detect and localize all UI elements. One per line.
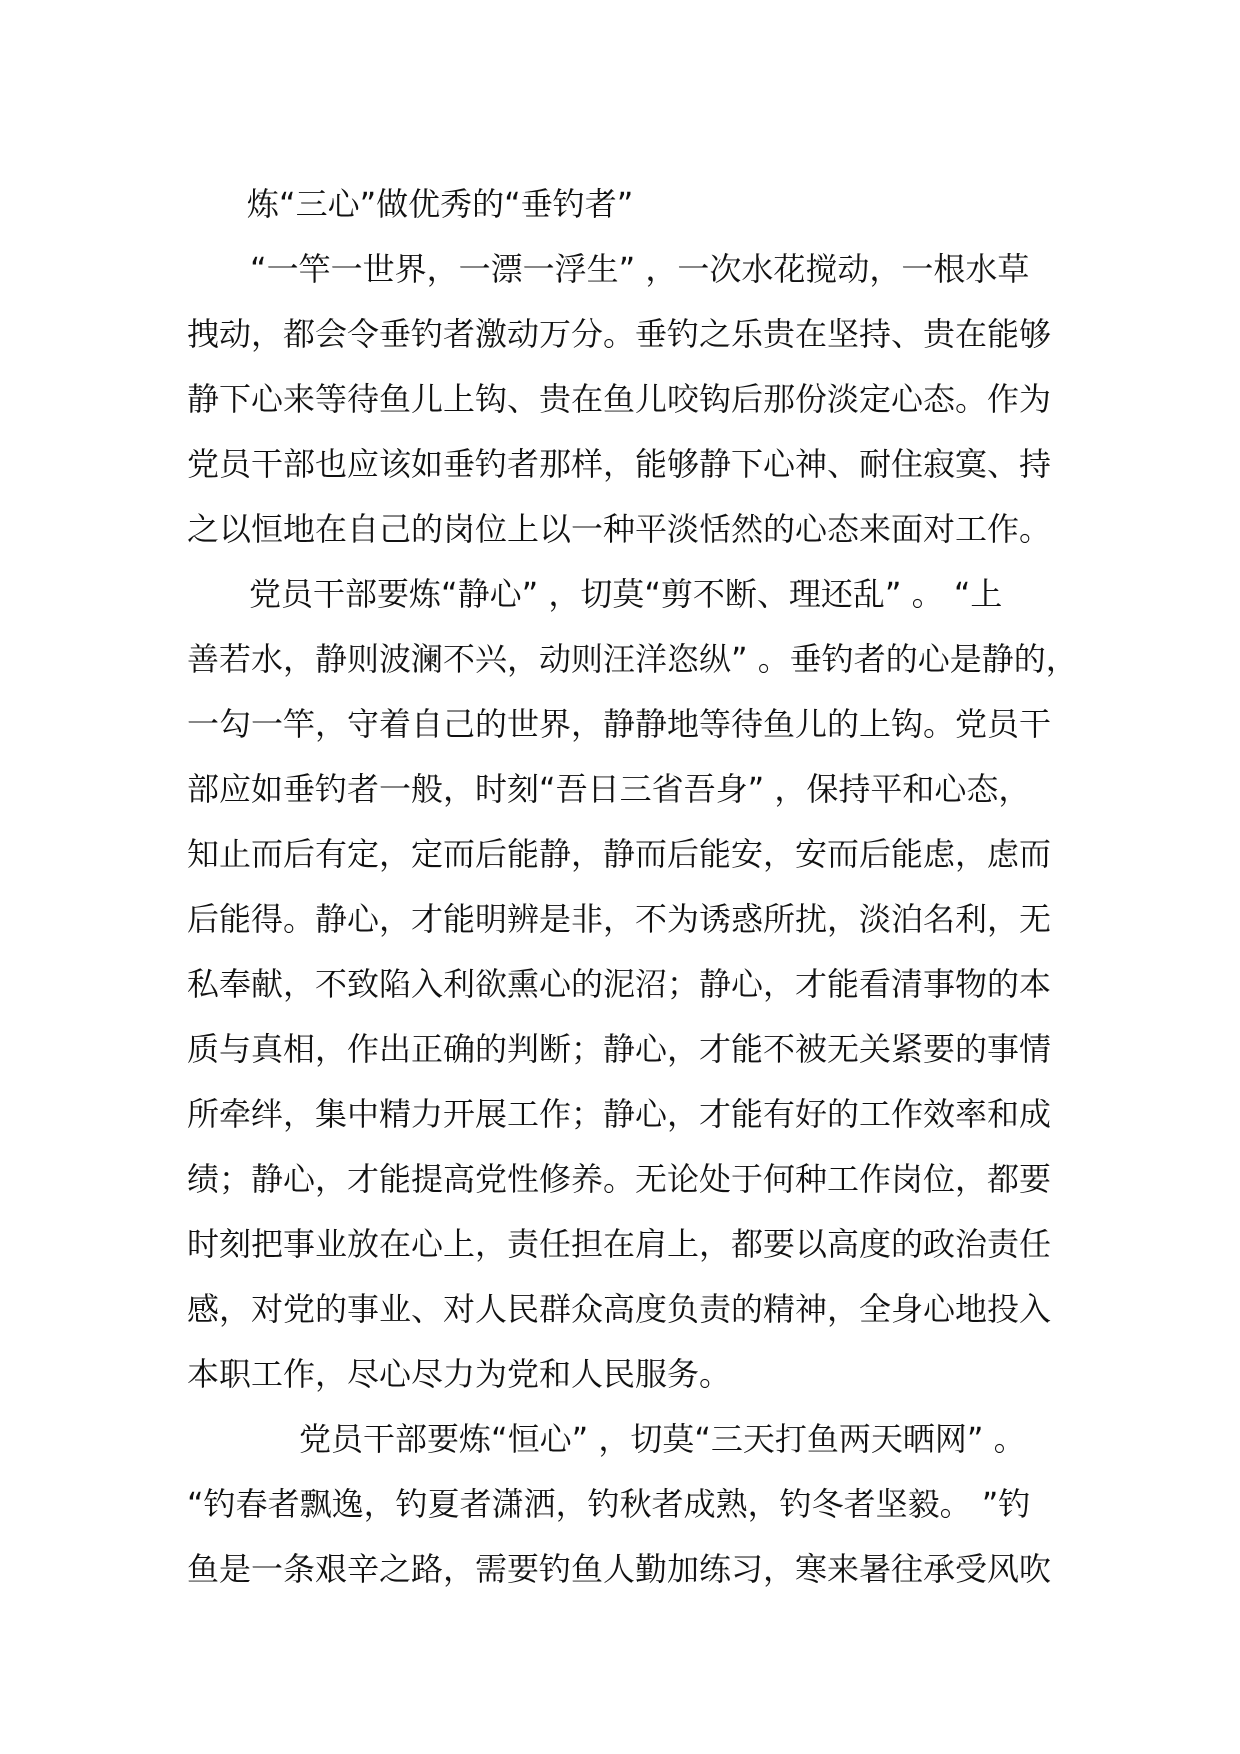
paragraph-line: 党员干部也应该如垂钓者那样，能够静下心神、耐住寂寞、持 — [187, 445, 1052, 483]
paragraph-line: “一竿一世界，一漂一浮生” ，一次水花搅动，一根水草 — [250, 250, 1030, 288]
paragraph-line: 时刻把事业放在心上，责任担在肩上，都要以高度的政治责任 — [187, 1225, 1052, 1263]
paragraph-line: 党员干部要炼“静心” ，切莫“剪不断、理还乱” 。 “上 — [249, 575, 1003, 613]
paragraph-line: 所牵绊，集中精力开展工作；静心，才能有好的工作效率和成 — [187, 1095, 1052, 1133]
paragraph-line: “钓春者飘逸，钓夏者潇洒，钓秋者成熟，钓冬者坚毅。 ”钓 — [187, 1485, 1031, 1523]
document-body — [187, 172, 1078, 1602]
paragraph-line: 善若水，静则波澜不兴，动则汪洋恣纵” 。垂钓者的心是静的， — [187, 640, 1078, 678]
paragraph-line: 党员干部要炼“恒心” ，切莫“三天打鱼两天晒网” 。 — [299, 1420, 1026, 1458]
paragraph-line: 私奉献，不致陷入利欲熏心的泥沼；静心，才能看清事物的本 — [187, 965, 1052, 1003]
paragraph-line: 本职工作，尽心尽力为党和人民服务。 — [187, 1355, 732, 1393]
paragraph-line: 拽动，都会令垂钓者激动万分。垂钓之乐贵在坚持、贵在能够 — [187, 315, 1052, 353]
paragraph-line: 之以恒地在自己的岗位上以一种平淡恬然的心态来面对工作。 — [187, 510, 1052, 548]
paragraph-line: 部应如垂钓者一般，时刻“吾日三省吾身” ，保持平和心态， — [187, 770, 1031, 808]
paragraph-line: 绩；静心，才能提高党性修养。无论处于何种工作岗位，都要 — [187, 1160, 1052, 1198]
paragraph-line: 后能得。静心，才能明辨是非，不为诱惑所扰，淡泊名利，无 — [187, 900, 1052, 938]
paragraph-line: 一勾一竿，守着自己的世界，静静地等待鱼儿的上钩。党员干 — [187, 705, 1052, 743]
paragraph-line: 静下心来等待鱼儿上钩、贵在鱼儿咬钩后那份淡定心态。作为 — [187, 380, 1052, 418]
paragraph-line: 感，对党的事业、对人民群众高度负责的精神，全身心地投入 — [187, 1290, 1052, 1328]
paragraph-line: 知止而后有定，定而后能静，静而后能安，安而后能虑，虑而 — [187, 835, 1052, 873]
paragraph-line: 鱼是一条艰辛之路，需要钓鱼人勤加练习，寒来暑往承受风吹 — [187, 1550, 1052, 1588]
document-title: 炼“三心”做优秀的“垂钓者” — [247, 185, 634, 223]
paragraph-line: 质与真相，作出正确的判断；静心，才能不被无关紧要的事情 — [187, 1030, 1052, 1068]
